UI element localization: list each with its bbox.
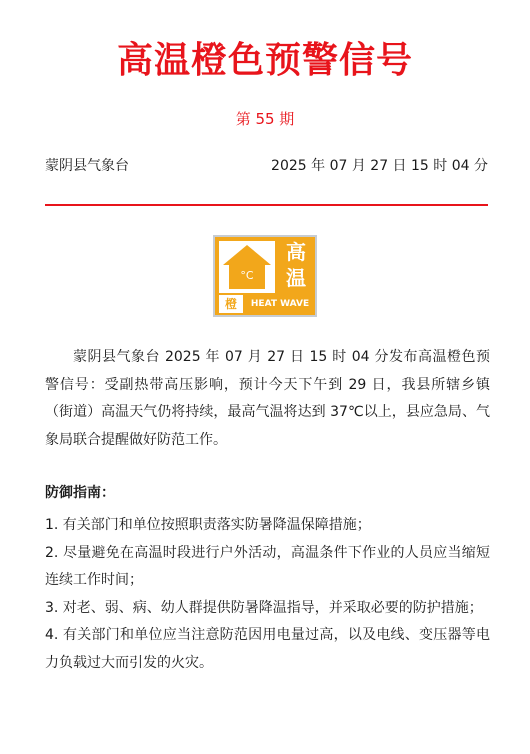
guide-list <box>45 512 490 677</box>
badge-char-high: 高 <box>286 240 306 264</box>
badge-level-char: 橙 <box>219 295 243 313</box>
issuer-name: 蒙阴县气象台 <box>45 158 129 174</box>
thermometer-panel <box>219 241 275 293</box>
issue-datetime: 2025 年 07 月 27 日 15 时 04 分 <box>271 158 488 174</box>
guide-item: 3. 对老、弱、病、幼人群提供防暑降温指导，并采取必要的防护措施； <box>45 599 483 616</box>
issue-number: 第 55 期 <box>235 110 295 128</box>
guide-item: 4. 有关部门和单位应当注意防范因用电量过高，以及电线、变压器等电力负载过大而引发的火灾。 <box>45 627 490 671</box>
guide-heading: 防御指南： <box>45 485 115 501</box>
house-thermometer-icon <box>219 241 275 293</box>
divider-line <box>45 204 488 206</box>
badge-english-label: HEAT WAVE <box>250 299 310 309</box>
heat-wave-orange-icon <box>213 235 317 317</box>
guide-item: 1. 有关部门和单位按照职责落实防暑降温保障措施； <box>45 517 371 533</box>
page-title: 高温橙色预警信号 <box>116 40 413 81</box>
celsius-symbol: °C <box>240 269 254 282</box>
badge-characters <box>277 239 315 291</box>
warning-body: 蒙阴县气象台 2025 年 07 月 27 日 15 时 04 分发布高温橙色预警信号：受副热带高压影响，预计今天下午到 29 日，我县所辖乡镇（街道）高温天气仍将持续，最高气温将达到 37℃以上，县应急局、气象局联合提醒做好防范工作。 <box>45 349 490 448</box>
badge-char-temp: 温 <box>286 266 306 290</box>
guide-item: 2. 尽量避免在高温时段进行户外活动，高温条件下作业的人员应当缩短连续工作时间； <box>45 544 490 588</box>
